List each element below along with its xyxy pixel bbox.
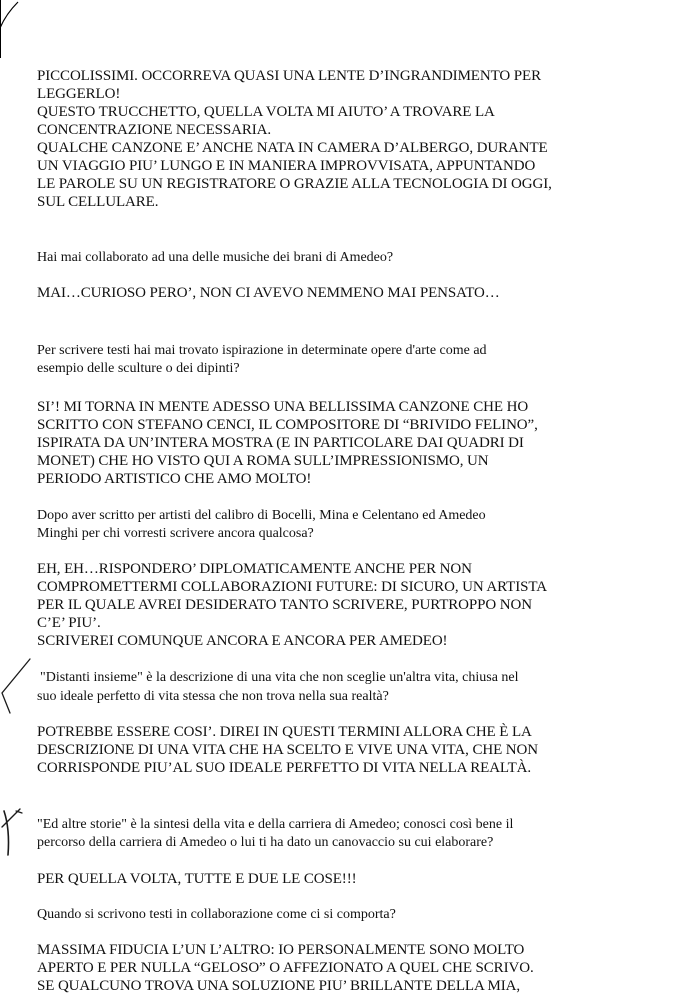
- question-line: Dopo aver scritto per artisti del calibro di Bocelli, Mina e Celentano ed Amedeo: [37, 508, 486, 523]
- corner-edge-mark: [0, 0, 40, 60]
- answer-line: PER QUELLA VOLTA, TUTTE E DUE LE COSE!!!: [37, 871, 357, 887]
- answer-line: CORRISPONDE PIU’AL SUO IDEALE PERFETTO DI VITA NELLA REALTÀ.: [37, 760, 532, 776]
- answer-line: PER IL QUALE AVREI DESIDERATO TANTO SCRIVERE, PURTROPPO NON: [37, 597, 532, 613]
- margin-check-mark: [0, 655, 32, 715]
- question-line: Minghi per chi vorresti scrivere ancora qualcosa?: [37, 526, 314, 541]
- answer-line: COMPROMETTERMI COLLABORAZIONI FUTURE: DI SICURO, UN ARTISTA: [37, 579, 547, 595]
- answer-line: PERIODO ARTISTICO CHE AMO MOLTO!: [37, 471, 312, 487]
- answer-line: QUESTO TRUCCHETTO, QUELLA VOLTA MI AIUTO’ A TROVARE LA: [37, 104, 495, 120]
- answer-line: SCRIVEREI COMUNQUE ANCORA E ANCORA PER AMEDEO!: [37, 633, 448, 649]
- question-line: esempio delle sculture o dei dipinti?: [37, 361, 240, 376]
- answer-line: POTREBBE ESSERE COSI’. DIREI IN QUESTI TERMINI ALLORA CHE È LA: [37, 724, 532, 740]
- answer-line: MONET) CHE HO VISTO QUI A ROMA SULL’IMPRESSIONISMO, UN: [37, 453, 489, 469]
- question-line: Quando si scrivono testi in collaborazione come ci si comporta?: [37, 907, 396, 922]
- answer-line: CONCENTRAZIONE NECESSARIA.: [37, 122, 272, 138]
- answer-line: APERTO E PER NULLA “GELOSO” O AFFEZIONATO A QUEL CHE SCRIVO.: [37, 960, 534, 976]
- answer-line: EH, EH…RISPONDERO’ DIPLOMATICAMENTE ANCHE PER NON: [37, 561, 472, 577]
- question-line: percorso della carriera di Amedeo o lui ti ha dato un canovaccio su cui elaborare?: [37, 835, 494, 850]
- answer-line: MASSIMA FIDUCIA L’UN L’ALTRO: IO PERSONALMENTE SONO MOLTO: [37, 942, 525, 958]
- answer-line: QUALCHE CANZONE E’ ANCHE NATA IN CAMERA D’ALBERGO, DURANTE: [37, 140, 548, 156]
- answer-line: SI’! MI TORNA IN MENTE ADESSO UNA BELLISSIMA CANZONE CHE HO: [37, 399, 529, 415]
- answer-line: PICCOLISSIMI. OCCORREVA QUASI UNA LENTE D’INGRANDIMENTO PER: [37, 68, 541, 84]
- question-line: "Distanti insieme" è la descrizione di una vita che non sceglie un'altra vita, chiusa nel: [40, 670, 519, 685]
- answer-line: SCRITTO CON STEFANO CENCI, IL COMPOSITORE DI “BRIVIDO FELINO”,: [37, 417, 538, 433]
- question-line: "Ed altre storie" è la sintesi della vita e della carriera di Amedeo; conosci così bene il: [37, 817, 514, 832]
- answer-line: LEGGERLO!: [37, 86, 121, 102]
- answer-line: SE QUALCUNO TROVA UNA SOLUZIONE PIU’ BRILLANTE DELLA MIA,: [37, 978, 521, 994]
- question-line: suo ideale perfetto di vita stessa che non trova nella sua realtà?: [37, 689, 389, 704]
- question-line: Hai mai collaborato ad una delle musiche dei brani di Amedeo?: [37, 250, 394, 265]
- answer-line: DESCRIZIONE DI UNA VITA CHE HA SCELTO E VIVE UNA VITA, CHE NON: [37, 742, 538, 758]
- answer-line: C’E’ PIU’.: [37, 615, 101, 631]
- answer-line: SUL CELLULARE.: [37, 194, 159, 210]
- answer-line: UN VIAGGIO PIU’ LUNGO E IN MANIERA IMPROVVISATA, APPUNTANDO: [37, 158, 536, 174]
- question-line: Per scrivere testi hai mai trovato ispirazione in determinate opere d'arte come ad: [37, 343, 487, 358]
- answer-line: ISPIRATA DA UN’INTERA MOSTRA (E IN PARTICOLARE DAI QUADRI DI: [37, 435, 524, 451]
- answer-line: MAI…CURIOSO PERO’, NON CI AVEVO NEMMENO MAI PENSATO…: [37, 285, 500, 301]
- margin-x-mark: [0, 805, 30, 860]
- answer-line: LE PAROLE SU UN REGISTRATORE O GRAZIE ALLA TECNOLOGIA DI OGGI,: [37, 176, 552, 192]
